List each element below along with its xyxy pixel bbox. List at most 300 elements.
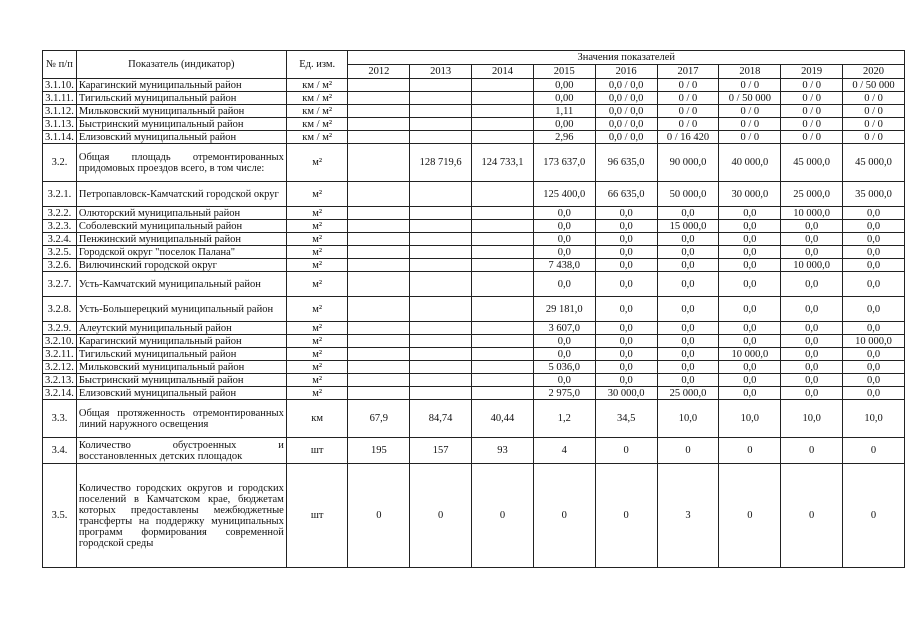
value-cell: 0 / 0 [781,92,843,105]
value-cell: 0,0 [533,233,595,246]
value-cell: 0 [843,464,905,568]
value-cell: 0 / 50 000 [719,92,781,105]
value-cell [410,335,472,348]
row-number: 3.2.3. [43,220,77,233]
row-number: 3.2. [43,144,77,182]
value-cell: 0,0 [595,246,657,259]
value-cell [410,233,472,246]
value-cell: 35 000,0 [843,182,905,207]
row-number: 3.2.12. [43,361,77,374]
row-unit: м² [286,297,348,322]
value-cell: 0 / 0 [657,118,719,131]
value-cell: 0,0 [595,259,657,272]
row-unit: км / м² [286,79,348,92]
value-cell: 0 [348,464,410,568]
col-header-year: 2013 [410,65,472,79]
value-cell: 0,0 [595,297,657,322]
value-cell: 0 / 0 [719,118,781,131]
value-cell: 0 [719,464,781,568]
value-cell: 0 / 0 [843,105,905,118]
value-cell: 10,0 [781,400,843,438]
row-number: 3.4. [43,438,77,464]
row-indicator-name: Количество городских округов и городских поселений в Камчатском крае, бюджетам которых предоставлены межбюджетные трансферты на поддержку муниципальных программ формирования современной городской среды [76,464,286,568]
value-cell: 0,0 [781,348,843,361]
value-cell: 0,0 [595,348,657,361]
row-unit: м² [286,361,348,374]
value-cell: 10,0 [657,400,719,438]
value-cell: 173 637,0 [533,144,595,182]
value-cell: 0,00 [533,92,595,105]
value-cell [348,220,410,233]
value-cell: 0 / 50 000 [843,79,905,92]
value-cell [348,374,410,387]
value-cell [410,207,472,220]
row-indicator-name: Мильковский муниципальный район [76,105,286,118]
row-number: 3.2.2. [43,207,77,220]
value-cell [410,259,472,272]
value-cell [410,246,472,259]
value-cell: 10 000,0 [781,259,843,272]
table-row [43,335,905,348]
row-number: 3.2.4. [43,233,77,246]
value-cell [410,361,472,374]
value-cell [348,144,410,182]
value-cell [472,246,534,259]
row-number: 3.1.12. [43,105,77,118]
row-indicator-name: Тигильский муниципальный район [76,348,286,361]
value-cell [348,259,410,272]
table-row [43,144,905,182]
value-cell: 0 / 0 [719,131,781,144]
value-cell: 29 181,0 [533,297,595,322]
row-indicator-name: Алеутский муниципальный район [76,322,286,335]
value-cell: 0,0 [843,374,905,387]
value-cell: 0,0 [843,259,905,272]
table-row [43,233,905,246]
value-cell: 0,0 / 0,0 [595,79,657,92]
value-cell [472,118,534,131]
table-row [43,182,905,207]
row-unit: м² [286,374,348,387]
table-row [43,220,905,233]
row-number: 3.3. [43,400,77,438]
value-cell: 0,0 [657,374,719,387]
value-cell: 0,0 [719,361,781,374]
value-cell: 0 / 0 [781,105,843,118]
row-indicator-name: Тигильский муниципальный район [76,92,286,105]
value-cell: 45 000,0 [843,144,905,182]
row-unit: м² [286,272,348,297]
value-cell [472,297,534,322]
value-cell: 1,11 [533,105,595,118]
row-indicator-name: Городской округ "поселок Палана" [76,246,286,259]
row-number: 3.2.10. [43,335,77,348]
value-cell: 84,74 [410,400,472,438]
value-cell: 30 000,0 [595,387,657,400]
value-cell: 0,0 [781,387,843,400]
value-cell: 0,0 [719,297,781,322]
value-cell [472,207,534,220]
value-cell: 0,0 [657,361,719,374]
value-cell [348,322,410,335]
table-row [43,400,905,438]
value-cell: 0 [595,438,657,464]
value-cell: 0,0 [595,207,657,220]
row-number: 3.5. [43,464,77,568]
col-header-values: Значения показателей [348,51,905,65]
table-row [43,79,905,92]
value-cell [472,361,534,374]
value-cell: 0,0 [781,322,843,335]
value-cell: 2,96 [533,131,595,144]
value-cell: 0,0 [719,220,781,233]
row-indicator-name: Количество обустроенных и восстановленных детских площадок [76,438,286,464]
value-cell [348,182,410,207]
value-cell: 0,0 [843,207,905,220]
row-indicator-name: Олюторский муниципальный район [76,207,286,220]
value-cell: 40,44 [472,400,534,438]
value-cell: 93 [472,438,534,464]
value-cell: 0 [781,464,843,568]
row-number: 3.2.6. [43,259,77,272]
value-cell [472,182,534,207]
value-cell: 0 / 0 [843,118,905,131]
value-cell: 0,0 [719,335,781,348]
value-cell: 0,0 [781,335,843,348]
table-row [43,374,905,387]
value-cell: 10 000,0 [843,335,905,348]
row-unit: м² [286,182,348,207]
value-cell [348,118,410,131]
value-cell: 0,0 [781,374,843,387]
value-cell: 40 000,0 [719,144,781,182]
value-cell [348,233,410,246]
col-header-year: 2014 [472,65,534,79]
value-cell: 25 000,0 [781,182,843,207]
row-unit: шт [286,464,348,568]
value-cell: 0 [410,464,472,568]
row-indicator-name: Общая протяженность отремонтированных линий наружного освещения [76,400,286,438]
value-cell: 195 [348,438,410,464]
value-cell: 0,0 [781,297,843,322]
value-cell: 0,0 [657,335,719,348]
value-cell [410,92,472,105]
row-indicator-name: Елизовский муниципальный район [76,131,286,144]
value-cell [410,79,472,92]
value-cell [410,105,472,118]
row-unit: км / м² [286,105,348,118]
value-cell [472,79,534,92]
row-unit: м² [286,246,348,259]
value-cell: 0,0 [533,374,595,387]
value-cell [410,348,472,361]
value-cell: 0,0 / 0,0 [595,105,657,118]
value-cell: 3 [657,464,719,568]
value-cell [348,348,410,361]
value-cell: 90 000,0 [657,144,719,182]
table-row [43,348,905,361]
row-unit: км / м² [286,131,348,144]
col-header-unit: Ед. изм. [286,51,348,79]
value-cell [410,220,472,233]
value-cell [410,272,472,297]
row-unit: м² [286,220,348,233]
value-cell: 128 719,6 [410,144,472,182]
value-cell: 0 / 16 420 [657,131,719,144]
row-unit: м² [286,144,348,182]
value-cell: 0,0 [595,233,657,246]
value-cell [348,92,410,105]
value-cell: 0,0 [843,220,905,233]
value-cell: 0,0 [657,297,719,322]
row-indicator-name: Усть-Большерецкий муниципальный район [76,297,286,322]
value-cell: 0,0 [533,335,595,348]
value-cell: 67,9 [348,400,410,438]
value-cell: 3 607,0 [533,322,595,335]
value-cell: 1,2 [533,400,595,438]
value-cell: 0,0 [595,374,657,387]
value-cell [348,361,410,374]
table-row [43,361,905,374]
row-number: 3.2.9. [43,322,77,335]
value-cell: 34,5 [595,400,657,438]
row-unit: м² [286,233,348,246]
value-cell: 0,0 [781,246,843,259]
row-unit: шт [286,438,348,464]
value-cell: 0 [595,464,657,568]
value-cell: 30 000,0 [719,182,781,207]
value-cell [472,272,534,297]
table-row [43,464,905,568]
value-cell: 0,0 [781,233,843,246]
row-number: 3.2.11. [43,348,77,361]
value-cell: 2 975,0 [533,387,595,400]
col-header-year: 2016 [595,65,657,79]
value-cell [348,272,410,297]
value-cell: 0,0 [719,233,781,246]
row-number: 3.2.13. [43,374,77,387]
value-cell [410,387,472,400]
row-unit: км [286,400,348,438]
row-indicator-name: Вилючинский городской округ [76,259,286,272]
value-cell [410,322,472,335]
row-indicator-name: Общая площадь отремонтированных придомовых проездов всего, в том числе: [76,144,286,182]
value-cell: 0,0 [843,272,905,297]
value-cell: 125 400,0 [533,182,595,207]
value-cell [348,79,410,92]
value-cell: 0,0 [719,374,781,387]
table-row [43,297,905,322]
value-cell: 0,0 [843,387,905,400]
row-number: 3.2.8. [43,297,77,322]
value-cell [410,131,472,144]
value-cell: 10,0 [719,400,781,438]
value-cell: 0 / 0 [657,105,719,118]
table-row [43,438,905,464]
value-cell: 0,0 [657,246,719,259]
value-cell: 0,0 [657,272,719,297]
row-unit: м² [286,348,348,361]
value-cell: 0,0 [719,387,781,400]
row-unit: м² [286,322,348,335]
value-cell [348,207,410,220]
row-number: 3.1.13. [43,118,77,131]
value-cell: 0 / 0 [843,92,905,105]
value-cell: 45 000,0 [781,144,843,182]
table-row [43,387,905,400]
value-cell: 10,0 [843,400,905,438]
value-cell [472,387,534,400]
table-row [43,246,905,259]
value-cell [348,105,410,118]
row-number: 3.2.7. [43,272,77,297]
value-cell [410,374,472,387]
value-cell: 0,0 [781,272,843,297]
col-header-year: 2017 [657,65,719,79]
value-cell: 0 / 0 [657,79,719,92]
value-cell: 0 / 0 [719,105,781,118]
value-cell [472,105,534,118]
value-cell: 5 036,0 [533,361,595,374]
value-cell: 0,0 [719,207,781,220]
row-number: 3.2.1. [43,182,77,207]
value-cell: 96 635,0 [595,144,657,182]
table-row [43,131,905,144]
value-cell: 0,0 [719,246,781,259]
row-unit: м² [286,259,348,272]
row-unit: м² [286,387,348,400]
value-cell: 0,0 [719,272,781,297]
value-cell [472,220,534,233]
value-cell: 0 [533,464,595,568]
table-row [43,207,905,220]
row-unit: км / м² [286,92,348,105]
value-cell: 66 635,0 [595,182,657,207]
table-row [43,105,905,118]
value-cell: 0,0 [533,348,595,361]
value-cell: 0,0 [843,233,905,246]
value-cell: 0,0 [533,272,595,297]
value-cell [410,118,472,131]
value-cell [472,131,534,144]
value-cell: 0,0 [533,220,595,233]
value-cell: 10 000,0 [719,348,781,361]
value-cell [472,335,534,348]
value-cell: 0,0 [657,207,719,220]
row-unit: м² [286,207,348,220]
col-header-indicator: Показатель (индикатор) [76,51,286,79]
value-cell [348,131,410,144]
value-cell: 0,0 [595,220,657,233]
value-cell: 0,0 [657,233,719,246]
row-indicator-name: Быстринский муниципальный район [76,118,286,131]
row-number: 3.2.14. [43,387,77,400]
col-header-year: 2012 [348,65,410,79]
row-unit: км / м² [286,118,348,131]
value-cell: 0,0 [843,322,905,335]
col-header-number: № п/п [43,51,77,79]
value-cell: 0,0 [719,259,781,272]
value-cell: 4 [533,438,595,464]
value-cell: 0 / 0 [781,79,843,92]
col-header-year: 2020 [843,65,905,79]
row-number: 3.2.5. [43,246,77,259]
row-indicator-name: Карагинский муниципальный район [76,335,286,348]
value-cell: 0 [472,464,534,568]
row-indicator-name: Мильковский муниципальный район [76,361,286,374]
value-cell: 0,0 [595,272,657,297]
value-cell: 0,0 [843,297,905,322]
value-cell: 0 [781,438,843,464]
table-row [43,118,905,131]
col-header-year: 2018 [719,65,781,79]
row-indicator-name: Усть-Камчатский муниципальный район [76,272,286,297]
value-cell: 0,00 [533,79,595,92]
value-cell: 157 [410,438,472,464]
value-cell: 0,0 [843,361,905,374]
table-row [43,92,905,105]
value-cell: 0,0 [781,220,843,233]
value-cell: 0 / 0 [657,92,719,105]
row-unit: м² [286,335,348,348]
value-cell: 0,0 / 0,0 [595,92,657,105]
value-cell: 0,0 [657,322,719,335]
value-cell: 0 / 0 [719,79,781,92]
value-cell [348,335,410,348]
value-cell [472,374,534,387]
row-indicator-name: Пенжинский муниципальный район [76,233,286,246]
value-cell: 0,0 [533,207,595,220]
table-row [43,259,905,272]
value-cell: 0,0 [595,335,657,348]
col-header-year: 2015 [533,65,595,79]
value-cell: 0 [843,438,905,464]
row-indicator-name: Елизовский муниципальный район [76,387,286,400]
value-cell [472,259,534,272]
value-cell: 0,0 [843,348,905,361]
value-cell: 0 / 0 [843,131,905,144]
row-number: 3.1.10. [43,79,77,92]
value-cell [472,348,534,361]
value-cell: 124 733,1 [472,144,534,182]
table-row [43,272,905,297]
value-cell: 0 / 0 [781,118,843,131]
value-cell: 0 / 0 [781,131,843,144]
value-cell: 0,0 [657,259,719,272]
value-cell: 0,0 [595,322,657,335]
value-cell: 7 438,0 [533,259,595,272]
value-cell: 0,0 [781,361,843,374]
value-cell: 0,0 [657,348,719,361]
row-number: 3.1.11. [43,92,77,105]
value-cell [472,322,534,335]
value-cell [348,387,410,400]
value-cell: 0,0 [843,246,905,259]
table-row [43,322,905,335]
value-cell: 0 [719,438,781,464]
value-cell [348,297,410,322]
value-cell: 0,0 / 0,0 [595,131,657,144]
row-number: 3.1.14. [43,131,77,144]
value-cell [410,182,472,207]
value-cell [472,92,534,105]
value-cell: 0,0 [595,361,657,374]
row-indicator-name: Соболевский муниципальный район [76,220,286,233]
value-cell: 10 000,0 [781,207,843,220]
value-cell: 0,0 [533,246,595,259]
row-indicator-name: Быстринский муниципальный район [76,374,286,387]
value-cell [348,246,410,259]
